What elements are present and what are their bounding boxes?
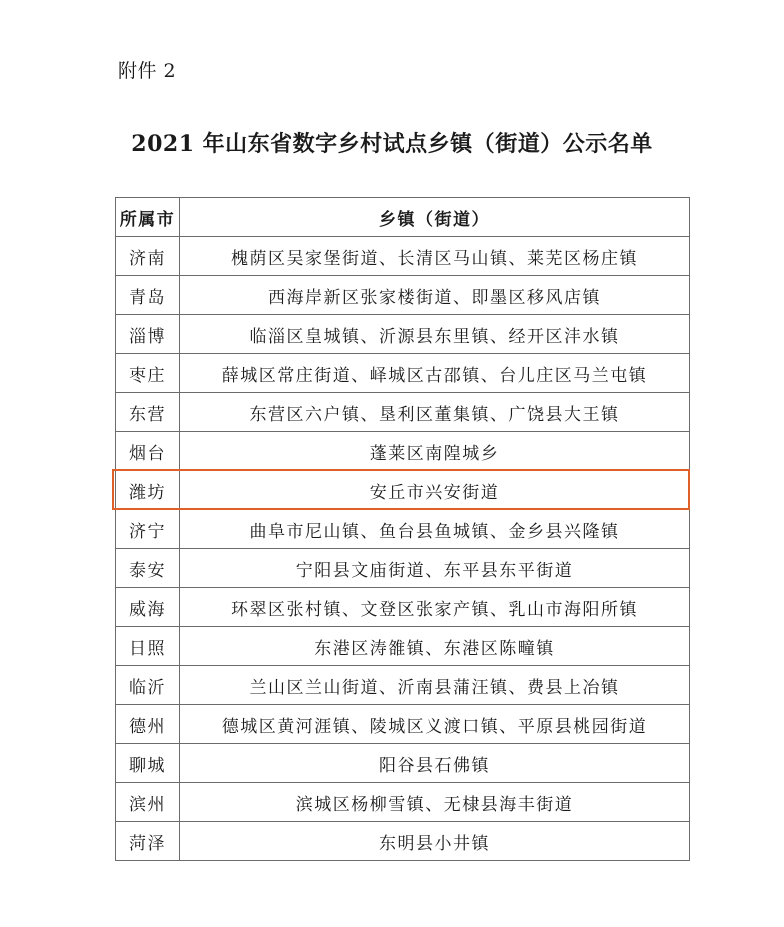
table-row-highlighted xyxy=(116,471,690,510)
towns-cell: 蓬莱区南隍城乡 xyxy=(180,432,690,471)
table-row xyxy=(116,822,690,861)
table-row xyxy=(116,783,690,822)
city-cell: 滨州 xyxy=(116,783,180,822)
towns-cell: 西海岸新区张家楼街道、即墨区移风店镇 xyxy=(180,276,690,315)
table-row xyxy=(116,627,690,666)
table-row xyxy=(116,510,690,549)
table-row xyxy=(116,393,690,432)
city-cell: 枣庄 xyxy=(116,354,180,393)
towns-cell: 阳谷县石佛镇 xyxy=(180,744,690,783)
city-cell: 烟台 xyxy=(116,432,180,471)
city-cell: 日照 xyxy=(116,627,180,666)
towns-cell: 兰山区兰山街道、沂南县蒲汪镇、费县上冶镇 xyxy=(180,666,690,705)
towns-cell: 东港区涛雒镇、东港区陈疃镇 xyxy=(180,627,690,666)
towns-cell: 薛城区常庄街道、峄城区古邵镇、台儿庄区马兰屯镇 xyxy=(180,354,690,393)
city-cell: 东营 xyxy=(116,393,180,432)
document-title: 2021 年山东省数字乡村试点乡镇（街道）公示名单 xyxy=(131,131,653,157)
town-list-table xyxy=(115,197,690,861)
towns-cell: 曲阜市尼山镇、鱼台县鱼城镇、金乡县兴隆镇 xyxy=(180,510,690,549)
table-header-row xyxy=(116,198,690,237)
table-row xyxy=(116,315,690,354)
towns-cell: 德城区黄河涯镇、陵城区义渡口镇、平原县桃园街道 xyxy=(180,705,690,744)
city-cell: 德州 xyxy=(116,705,180,744)
city-cell: 淄博 xyxy=(116,315,180,354)
towns-cell: 环翠区张村镇、文登区张家产镇、乳山市海阳所镇 xyxy=(180,588,690,627)
towns-cell: 临淄区皇城镇、沂源县东里镇、经开区沣水镇 xyxy=(180,315,690,354)
city-cell: 青岛 xyxy=(116,276,180,315)
towns-cell: 东营区六户镇、垦利区董集镇、广饶县大王镇 xyxy=(180,393,690,432)
header-towns: 乡镇（街道） xyxy=(180,198,690,237)
city-cell: 泰安 xyxy=(116,549,180,588)
table-row xyxy=(116,237,690,276)
towns-cell: 槐荫区吴家堡街道、长清区马山镇、莱芜区杨庄镇 xyxy=(180,237,690,276)
table-row xyxy=(116,432,690,471)
table-row xyxy=(116,705,690,744)
table-row xyxy=(116,744,690,783)
city-cell: 潍坊 xyxy=(116,471,180,510)
city-cell: 临沂 xyxy=(116,666,180,705)
table-row xyxy=(116,276,690,315)
attachment-label: 附件 2 xyxy=(118,60,177,82)
table-row xyxy=(116,354,690,393)
city-cell: 菏泽 xyxy=(116,822,180,861)
towns-cell: 东明县小井镇 xyxy=(180,822,690,861)
city-cell: 济南 xyxy=(116,237,180,276)
city-cell: 聊城 xyxy=(116,744,180,783)
towns-cell: 安丘市兴安街道 xyxy=(180,471,690,510)
header-city: 所属市 xyxy=(116,198,180,237)
table-row xyxy=(116,549,690,588)
city-cell: 威海 xyxy=(116,588,180,627)
city-cell: 济宁 xyxy=(116,510,180,549)
towns-cell: 宁阳县文庙街道、东平县东平街道 xyxy=(180,549,690,588)
table-row xyxy=(116,588,690,627)
table-row xyxy=(116,666,690,705)
towns-cell: 滨城区杨柳雪镇、无棣县海丰街道 xyxy=(180,783,690,822)
